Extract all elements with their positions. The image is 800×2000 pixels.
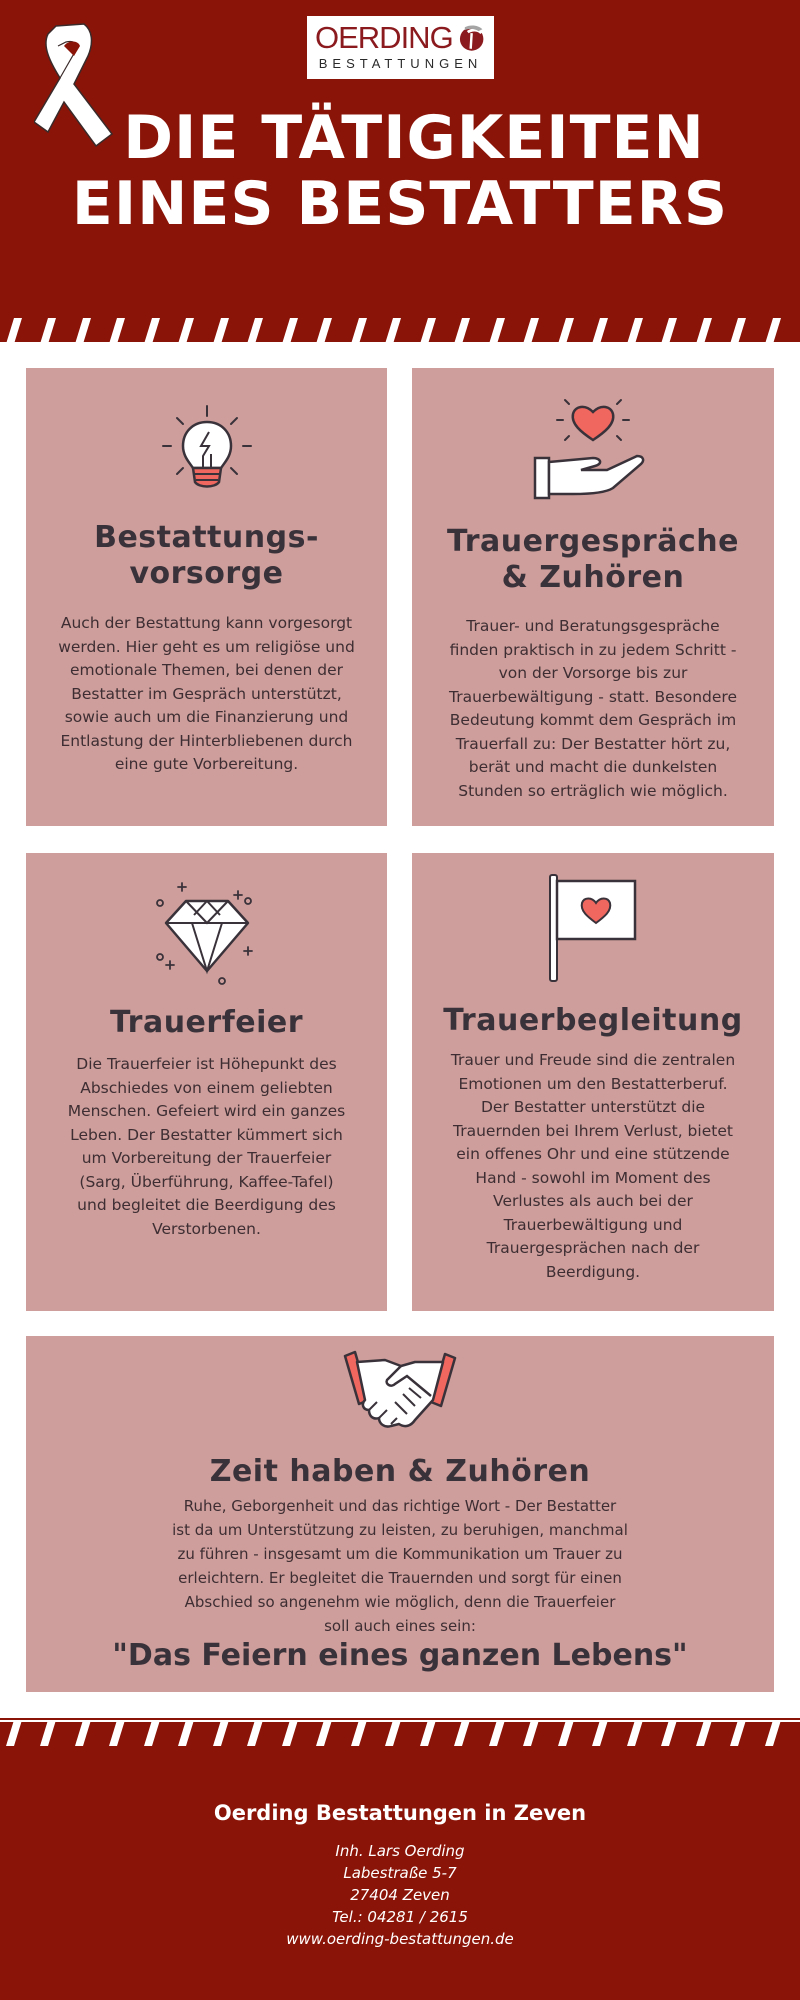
body-line: Bestatter im Gespräch unterstützt,: [71, 684, 342, 703]
body-line: Leben. Der Bestatter kümmert sich: [70, 1125, 343, 1144]
body-line: werden. Hier geht es um religiöse und: [58, 637, 355, 656]
website-link[interactable]: www.oerding-bestattungen.de: [286, 1930, 514, 1948]
card-title-line-2: vorsorge: [129, 556, 284, 591]
card-title: Zeit haben & Zuhören: [209, 1454, 591, 1489]
card-body: [46, 612, 367, 777]
card-body: [428, 1049, 758, 1284]
body-line: erleichtern. Er begleitet die Trauernden und sorgt für einen: [178, 1569, 622, 1587]
body-line: Ruhe, Geborgenheit und das richtige Wort - Der Bestatter: [183, 1497, 617, 1515]
body-line: Trauerfall zu: Der Bestatter hört zu,: [455, 734, 731, 753]
body-line: Entlastung der Hinterbliebenen durch: [60, 731, 353, 750]
city-line: 27404 Zeven: [350, 1886, 450, 1904]
body-line: berät und macht die dunkelsten: [468, 758, 718, 776]
logo-wordmark: OERDING: [315, 20, 453, 55]
body-line: Trauernden bei Ihrem Verlust, bietet: [453, 1121, 733, 1140]
body-line: ist da um Unterstützung zu leisten, zu beruhigen, manchmal: [172, 1521, 628, 1539]
card-trauerbegleitung: [412, 853, 774, 1311]
logo-emblem-icon: [457, 23, 486, 53]
card-bestattungsvorsorge: [26, 368, 387, 826]
card-title-line-1: Bestattungs-: [94, 520, 319, 555]
handshake-icon: [335, 1350, 465, 1435]
card-title: Trauerfeier: [109, 1005, 304, 1040]
body-line: Trauerbewältigung - statt. Besondere: [449, 687, 737, 706]
title-line-1: DIE TÄTIGKEITEN: [123, 103, 705, 173]
heart-flag-icon: [548, 873, 638, 988]
card-title: [412, 524, 774, 596]
logo-subtitle: BESTATTUNGEN: [318, 56, 483, 71]
body-line: Beerdigung.: [545, 1262, 641, 1281]
lightbulb-icon: [157, 404, 257, 505]
card-title-line-2: & Zuhören: [501, 560, 685, 595]
body-line: sowie auch um die Finanzierung und: [64, 708, 349, 726]
body-line: Trauer und Freude sind die zentralen: [450, 1051, 736, 1069]
company-logo[interactable]: [307, 16, 494, 79]
body-line: Menschen. Gefeiert wird ein ganzes: [67, 1102, 346, 1120]
body-line: von der Vorsorge bis zur: [498, 664, 688, 682]
body-line: Stunden so erträglich wie möglich.: [458, 781, 728, 800]
body-line: finden praktisch in zu jedem Schritt -: [449, 640, 737, 659]
card-trauergespraeche: [412, 368, 774, 826]
body-line: Der Bestatter unterstützt die: [480, 1098, 706, 1116]
body-line: emotionale Themen, bei denen der: [69, 661, 344, 679]
body-line: Abschied so angenehm wie möglich, denn die Trauerfeier: [184, 1593, 616, 1611]
card-trauerfeier: [26, 853, 387, 1311]
body-line: zu führen - insgesamt um die Kommunikation um Trauer zu: [177, 1545, 623, 1563]
body-line: Auch der Bestattung kann vorgesorgt: [60, 614, 353, 632]
body-line: Trauerbewältigung und: [503, 1215, 683, 1234]
body-line: um Vorbereitung der Trauerfeier: [81, 1149, 332, 1167]
body-line: Verlustes als auch bei der: [493, 1192, 693, 1210]
header-stripe-divider: [0, 318, 800, 344]
footer-contact: [0, 1840, 800, 1950]
card-body: [432, 615, 754, 803]
card-title: Trauerbegleitung: [443, 1003, 743, 1038]
diamond-icon: [152, 877, 262, 992]
phone-line[interactable]: Tel.: 04281 / 2615: [332, 1908, 468, 1926]
body-line: eine gute Vorbereitung.: [114, 755, 299, 773]
owner-line: Inh. Lars Oerding: [335, 1842, 465, 1860]
page-title: [0, 105, 800, 237]
card-title-line-1: Trauergespräche: [447, 524, 739, 559]
body-line: Die Trauerfeier ist Höhepunkt des: [76, 1055, 337, 1073]
footer-stripe-divider: [0, 1720, 800, 1746]
card-body: [126, 1494, 674, 1638]
body-line: Trauer- und Beratungsgespräche: [466, 617, 720, 635]
body-line: Emotionen um den Bestatterberuf.: [458, 1074, 728, 1093]
body-line: soll auch eines sein:: [324, 1617, 476, 1635]
card-title: [26, 520, 387, 592]
body-line: und begleitet die Beerdigung des: [77, 1196, 336, 1214]
card-body: [46, 1053, 367, 1241]
body-line: Trauergesprächen nach der: [486, 1239, 700, 1257]
hand-heart-icon: [533, 394, 653, 505]
card-zeit-haben: [26, 1336, 774, 1692]
body-line: Hand - sowohl im Moment des: [475, 1168, 711, 1187]
body-line: Bedeutung kommt dem Gespräch im: [449, 711, 737, 729]
body-line: (Sarg, Überführung, Kaffee-Tafel): [79, 1172, 334, 1191]
closing-quote: "Das Feiern eines ganzen Lebens": [112, 1638, 688, 1673]
title-line-2: EINES BESTATTERS: [71, 169, 729, 239]
footer-company-name: Oerding Bestattungen in Zeven: [213, 1801, 587, 1825]
body-line: Verstorbenen.: [152, 1219, 261, 1238]
body-line: Abschiedes von einem geliebten: [80, 1078, 333, 1097]
body-line: ein offenes Ohr und eine stützende: [456, 1145, 730, 1163]
street-line: Labestraße 5-7: [343, 1864, 457, 1882]
